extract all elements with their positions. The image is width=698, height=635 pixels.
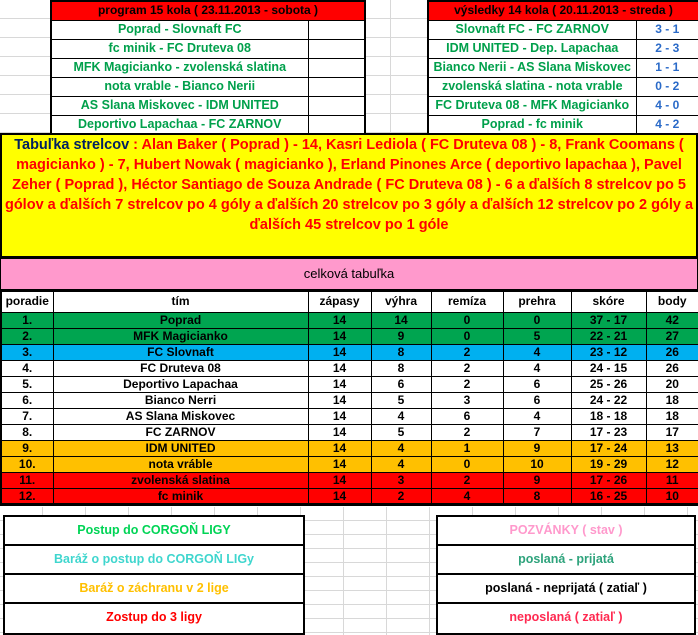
- standings-header-row: [1, 291, 698, 312]
- standings-row: [1, 344, 698, 360]
- standings-points: 18: [646, 392, 698, 408]
- standings-score: 22 - 21: [571, 328, 646, 344]
- invitations-legend: [436, 515, 696, 635]
- standings-score: 37 - 17: [571, 312, 646, 328]
- invitations-legend-label: POZVÁNKY ( stav ): [509, 523, 623, 537]
- standings-draws: 2: [431, 376, 503, 392]
- overall-table-banner: celková tabuľka: [0, 258, 698, 290]
- standings-games: 14: [308, 440, 371, 456]
- program-match-score-empty: [308, 77, 365, 96]
- result-match-fixture: Slovnaft FC - FC ZARNOV: [428, 20, 636, 39]
- result-match-row: [428, 20, 698, 39]
- standings-score: 25 - 26: [571, 376, 646, 392]
- standings-position: 11.: [1, 472, 53, 488]
- col-points: body: [646, 291, 698, 312]
- standings-position: 8.: [1, 424, 53, 440]
- standings-games: 14: [308, 456, 371, 472]
- results-header: výsledky 14 kola ( 20.11.2013 - streda ): [428, 1, 698, 20]
- standings-team: Bianco Nerri: [53, 392, 308, 408]
- result-match-row: [428, 39, 698, 58]
- standings-score: 16 - 25: [571, 488, 646, 504]
- standings-losses: 6: [503, 392, 571, 408]
- program-match-row: [51, 77, 365, 96]
- standings-position: 4.: [1, 360, 53, 376]
- standings-losses: 0: [503, 312, 571, 328]
- standings-draws: 2: [431, 344, 503, 360]
- standings-draws: 0: [431, 456, 503, 472]
- standings-losses: 4: [503, 344, 571, 360]
- program-header: program 15 kola ( 23.11.2013 - sobota ): [51, 1, 365, 20]
- program-match-fixture: fc minik - FC Druteva 08: [51, 39, 308, 58]
- standings-score: 17 - 26: [571, 472, 646, 488]
- standings-row: [1, 312, 698, 328]
- standings-position: 12.: [1, 488, 53, 504]
- col-losses: prehra: [503, 291, 571, 312]
- result-match-row: [428, 58, 698, 77]
- result-match-score: 4 - 2: [636, 115, 698, 134]
- promotion-legend-item: [5, 604, 303, 633]
- standings-position: 9.: [1, 440, 53, 456]
- standings-wins: 5: [371, 424, 431, 440]
- invitations-legend-item: [438, 546, 694, 575]
- promotion-legend: [3, 515, 305, 635]
- result-match-score: 1 - 1: [636, 58, 698, 77]
- promotion-legend-item: [5, 517, 303, 546]
- standings-losses: 10: [503, 456, 571, 472]
- result-match-score: 4 - 0: [636, 96, 698, 115]
- standings-wins: 2: [371, 488, 431, 504]
- standings-points: 12: [646, 456, 698, 472]
- program-match-score-empty: [308, 39, 365, 58]
- standings-score: 23 - 12: [571, 344, 646, 360]
- program-match-row: [51, 20, 365, 39]
- standings-wins: 4: [371, 408, 431, 424]
- col-team: tím: [53, 291, 308, 312]
- standings-points: 17: [646, 424, 698, 440]
- standings-position: 3.: [1, 344, 53, 360]
- spreadsheet-gap-grid: [364, 0, 427, 133]
- standings-row: [1, 456, 698, 472]
- result-match-fixture: FC Druteva 08 - MFK Magicianko: [428, 96, 636, 115]
- standings-points: 42: [646, 312, 698, 328]
- standings-points: 10: [646, 488, 698, 504]
- standings-position: 10.: [1, 456, 53, 472]
- standings-losses: 6: [503, 376, 571, 392]
- program-match-score-empty: [308, 115, 365, 134]
- standings-draws: 1: [431, 440, 503, 456]
- standings-wins: 8: [371, 344, 431, 360]
- standings-losses: 7: [503, 424, 571, 440]
- standings-losses: 5: [503, 328, 571, 344]
- standings-row: [1, 408, 698, 424]
- standings-games: 14: [308, 360, 371, 376]
- standings-points: 20: [646, 376, 698, 392]
- standings-score: 17 - 23: [571, 424, 646, 440]
- invitations-legend-label: neposlaná ( zatiaľ ): [509, 610, 623, 624]
- standings-draws: 6: [431, 408, 503, 424]
- standings-score: 18 - 18: [571, 408, 646, 424]
- result-match-fixture: IDM UNITED - Dep. Lapachaa: [428, 39, 636, 58]
- program-match-fixture: AS Slana Miskovec - IDM UNITED: [51, 96, 308, 115]
- program-match-score-empty: [308, 20, 365, 39]
- standings-wins: 3: [371, 472, 431, 488]
- program-match-fixture: MFK Magicianko - zvolenská slatina: [51, 58, 308, 77]
- promotion-legend-label: Postup do CORGOŇ LIGY: [77, 523, 231, 537]
- col-wins: výhra: [371, 291, 431, 312]
- standings-wins: 5: [371, 392, 431, 408]
- standings-wins: 9: [371, 328, 431, 344]
- standings-score: 17 - 24: [571, 440, 646, 456]
- standings-games: 14: [308, 488, 371, 504]
- standings-row: [1, 360, 698, 376]
- col-draws: remíza: [431, 291, 503, 312]
- standings-row: [1, 328, 698, 344]
- standings-table: [0, 290, 698, 506]
- standings-points: 13: [646, 440, 698, 456]
- invitations-legend-item: [438, 517, 694, 546]
- standings-points: 27: [646, 328, 698, 344]
- result-match-score: 0 - 2: [636, 77, 698, 96]
- standings-team: IDM UNITED: [53, 440, 308, 456]
- standings-draws: 0: [431, 312, 503, 328]
- standings-team: zvolenská slatina: [53, 472, 308, 488]
- standings-games: 14: [308, 312, 371, 328]
- program-match-row: [51, 96, 365, 115]
- standings-games: 14: [308, 392, 371, 408]
- top-scorers-label: Tabuľka strelcov: [14, 137, 130, 153]
- standings-team: FC Slovnaft: [53, 344, 308, 360]
- standings-score: 24 - 15: [571, 360, 646, 376]
- standings-games: 14: [308, 408, 371, 424]
- standings-position: 6.: [1, 392, 53, 408]
- result-match-row: [428, 77, 698, 96]
- promotion-legend-label: Baráž o záchranu v 2 lige: [79, 581, 229, 595]
- standings-games: 14: [308, 328, 371, 344]
- standings-draws: 4: [431, 488, 503, 504]
- standings-games: 14: [308, 472, 371, 488]
- standings-wins: 8: [371, 360, 431, 376]
- standings-team: AS Slana Miskovec: [53, 408, 308, 424]
- standings-row: [1, 472, 698, 488]
- invitations-legend-label: poslaná - prijatá: [518, 552, 614, 566]
- promotion-legend-item: [5, 546, 303, 575]
- standings-row: [1, 392, 698, 408]
- standings-draws: 3: [431, 392, 503, 408]
- program-match-score-empty: [308, 58, 365, 77]
- standings-row: [1, 376, 698, 392]
- standings-losses: 4: [503, 360, 571, 376]
- standings-draws: 2: [431, 472, 503, 488]
- promotion-legend-label: Baráž o postup do CORGOŇ LIGy: [53, 552, 254, 566]
- standings-games: 14: [308, 344, 371, 360]
- standings-losses: 9: [503, 472, 571, 488]
- top-scorers-text: : Alan Baker ( Poprad ) - 14, Kasri Lediola ( FC Druteva 08 ) - 8, Frank Coomans ( magicianko ) - 7, Hubert Nowak ( magicianko ), Erland Pinones Arce ( deportivo lapachaa ), Pavel Zeher ( Poprad ), Héctor Santiago de Souza Andrade ( FC Druteva 08 ) - 6 a ďalších 8 strelcov po 5 gólov a ďalších 7 strelcov po 4 góly a ďalších 20 strelcov po 3 góly a ďalších 12 strelcov po 2 góly a ďalších 45 strelcov po 1 góle: [4, 137, 694, 233]
- col-position: poradie: [1, 291, 53, 312]
- program-match-row: [51, 58, 365, 77]
- standings-row: [1, 424, 698, 440]
- standings-position: 7.: [1, 408, 53, 424]
- result-match-fixture: Poprad - fc minik: [428, 115, 636, 134]
- standings-points: 11: [646, 472, 698, 488]
- col-games: zápasy: [308, 291, 371, 312]
- standings-row: [1, 440, 698, 456]
- result-match-fixture: Bianco Nerii - AS Slana Miskovec: [428, 58, 636, 77]
- standings-team: FC ZARNOV: [53, 424, 308, 440]
- standings-team: Deportivo Lapachaa: [53, 376, 308, 392]
- invitations-legend-item: [438, 604, 694, 633]
- standings-team: Poprad: [53, 312, 308, 328]
- program-match-fixture: Poprad - Slovnaft FC: [51, 20, 308, 39]
- standings-wins: 6: [371, 376, 431, 392]
- standings-row: [1, 488, 698, 504]
- standings-team: FC Druteva 08: [53, 360, 308, 376]
- standings-games: 14: [308, 424, 371, 440]
- top-scorers-block: [0, 133, 698, 258]
- standings-points: 18: [646, 408, 698, 424]
- program-match-fixture: Deportivo Lapachaa - FC ZARNOV: [51, 115, 308, 134]
- standings-draws: 2: [431, 360, 503, 376]
- standings-position: 5.: [1, 376, 53, 392]
- invitations-legend-label: poslaná - neprijatá ( zatiaľ ): [485, 581, 647, 595]
- standings-position: 1.: [1, 312, 53, 328]
- standings-position: 2.: [1, 328, 53, 344]
- result-match-row: [428, 115, 698, 134]
- results-table: [427, 0, 698, 135]
- invitations-legend-item: [438, 575, 694, 604]
- standings-draws: 0: [431, 328, 503, 344]
- result-match-score: 3 - 1: [636, 20, 698, 39]
- standings-draws: 2: [431, 424, 503, 440]
- col-score: skóre: [571, 291, 646, 312]
- result-match-score: 2 - 3: [636, 39, 698, 58]
- program-table: [50, 0, 366, 135]
- program-match-score-empty: [308, 96, 365, 115]
- standings-team: MFK Magicianko: [53, 328, 308, 344]
- standings-losses: 4: [503, 408, 571, 424]
- standings-wins: 4: [371, 440, 431, 456]
- standings-score: 24 - 22: [571, 392, 646, 408]
- standings-losses: 9: [503, 440, 571, 456]
- program-match-row: [51, 39, 365, 58]
- result-match-fixture: zvolenská slatina - nota vrable: [428, 77, 636, 96]
- standings-wins: 14: [371, 312, 431, 328]
- standings-wins: 4: [371, 456, 431, 472]
- standings-team: nota vráble: [53, 456, 308, 472]
- program-match-fixture: nota vrable - Bianco Nerii: [51, 77, 308, 96]
- spreadsheet-margin-grid: [0, 0, 50, 133]
- standings-losses: 8: [503, 488, 571, 504]
- promotion-legend-label: Zostup do 3 ligy: [106, 610, 202, 624]
- standings-team: fc minik: [53, 488, 308, 504]
- standings-points: 26: [646, 360, 698, 376]
- program-match-row: [51, 115, 365, 134]
- standings-games: 14: [308, 376, 371, 392]
- standings-points: 26: [646, 344, 698, 360]
- promotion-legend-item: [5, 575, 303, 604]
- result-match-row: [428, 96, 698, 115]
- standings-score: 19 - 29: [571, 456, 646, 472]
